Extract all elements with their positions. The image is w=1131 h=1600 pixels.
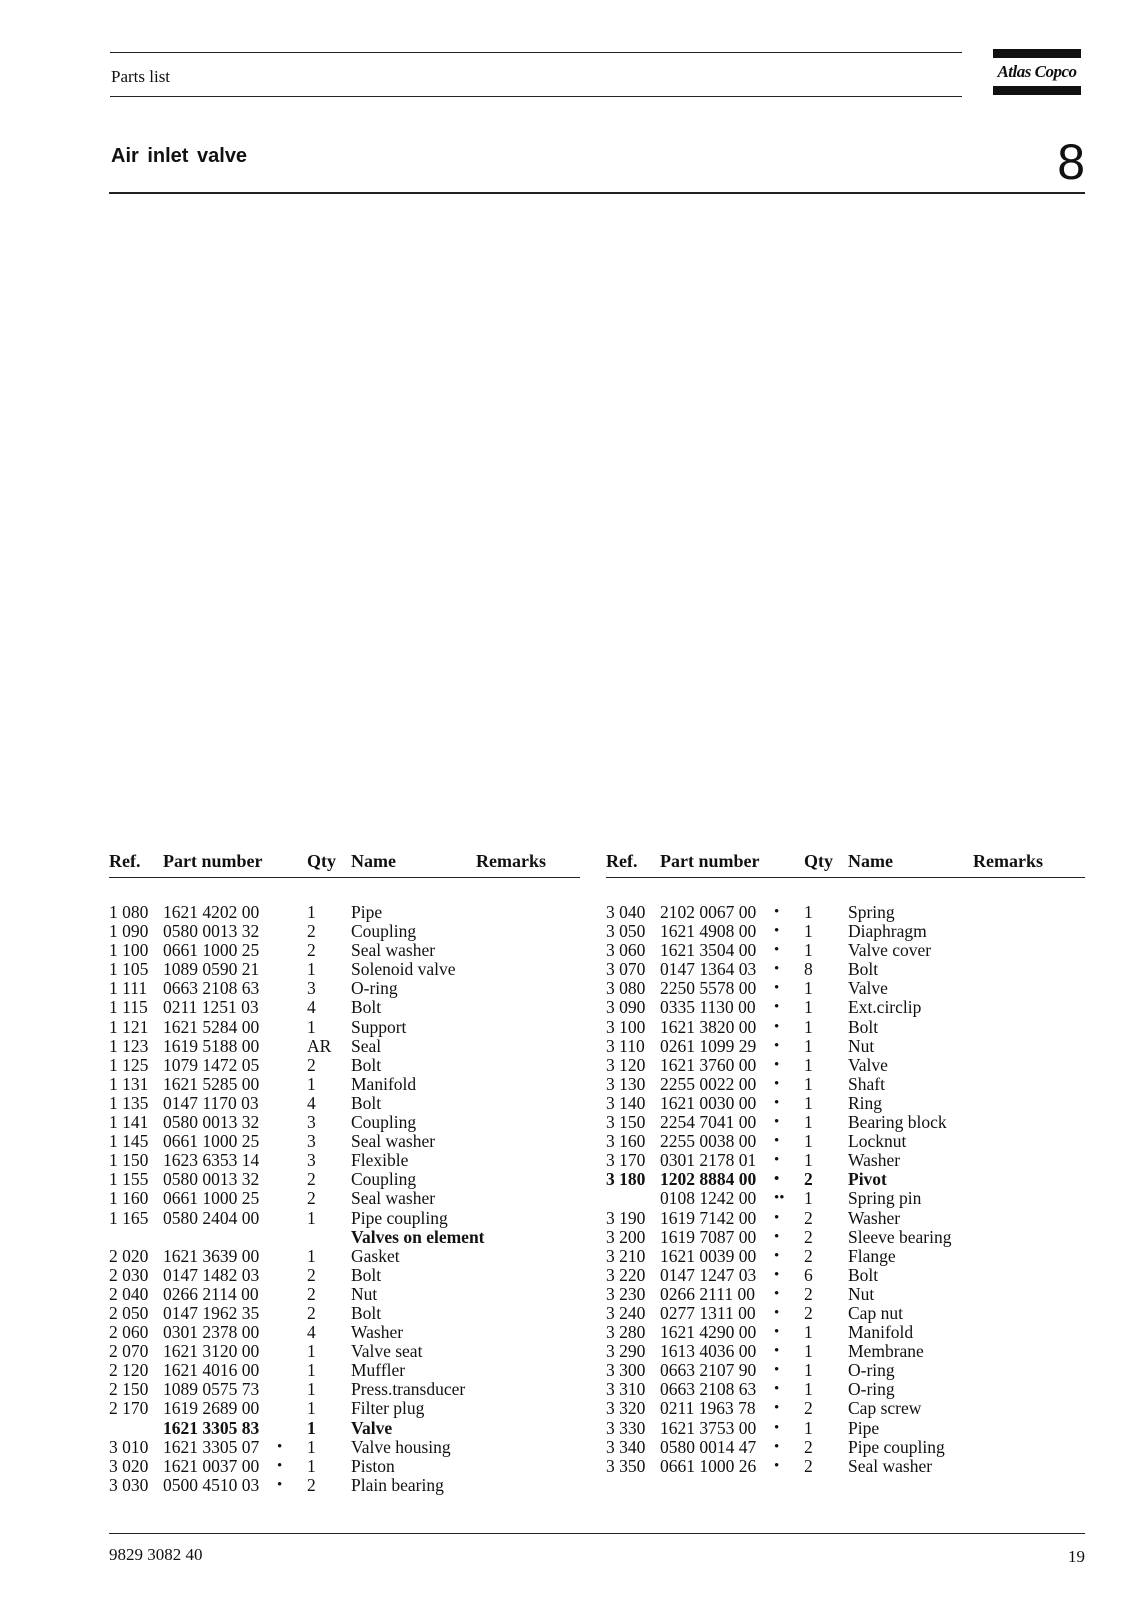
row-qty: 1 bbox=[307, 1341, 316, 1362]
row-part-number: 2254 7041 00 bbox=[660, 1112, 757, 1133]
row-ref: 1 100 bbox=[109, 940, 149, 961]
row-part-number: 0211 1963 78 bbox=[660, 1398, 756, 1419]
row-qty: 3 bbox=[307, 978, 316, 999]
row-qty: 2 bbox=[804, 1283, 813, 1304]
row-name: Pipe bbox=[351, 902, 383, 922]
row-ref: 2 120 bbox=[109, 1360, 149, 1381]
row-qty: 2 bbox=[307, 1264, 316, 1285]
row-ref: 3 180 bbox=[606, 1169, 646, 1190]
row-indent-marker: •• bbox=[774, 1190, 785, 1207]
row-indent-marker: • bbox=[774, 1247, 780, 1264]
row-name: Bolt bbox=[848, 1016, 879, 1037]
header-part-number: Part number bbox=[163, 851, 263, 871]
footer-rule bbox=[109, 1533, 1085, 1534]
header-part-number: Part number bbox=[660, 851, 760, 871]
row-ref: 3 140 bbox=[606, 1092, 646, 1113]
row-name: Gasket bbox=[351, 1245, 400, 1266]
row-qty: 1 bbox=[307, 1436, 316, 1457]
row-name: Washer bbox=[848, 1207, 901, 1228]
row-ref: 1 125 bbox=[109, 1054, 149, 1075]
row-part-number: 0580 0013 32 bbox=[163, 1112, 260, 1133]
row-qty: 1 bbox=[804, 1379, 813, 1400]
row-qty: 2 bbox=[804, 1226, 813, 1247]
row-part-number: 0580 2404 00 bbox=[163, 1207, 260, 1228]
row-indent-marker: • bbox=[774, 1343, 780, 1360]
page-title: Air inlet valve bbox=[111, 145, 248, 167]
row-qty: 1 bbox=[804, 1112, 813, 1133]
header-qty: Qty bbox=[804, 851, 833, 871]
row-name: Manifold bbox=[848, 1322, 914, 1343]
row-qty: 2 bbox=[307, 1283, 316, 1304]
row-name: Piston bbox=[351, 1455, 395, 1476]
header-ref: Ref. bbox=[109, 851, 141, 871]
row-part-number: 0147 1482 03 bbox=[163, 1264, 260, 1285]
table-header-rule bbox=[109, 877, 580, 878]
row-qty: 2 bbox=[307, 940, 316, 961]
row-ref: 3 020 bbox=[109, 1455, 149, 1476]
row-name: Valve bbox=[351, 1417, 393, 1438]
row-indent-marker: • bbox=[774, 904, 780, 920]
row-ref: 2 060 bbox=[109, 1322, 149, 1343]
row-qty: 2 bbox=[804, 1436, 813, 1457]
logo-bar-top bbox=[993, 49, 1081, 58]
row-name: Coupling bbox=[351, 1112, 417, 1133]
row-ref: 3 200 bbox=[606, 1226, 646, 1247]
row-indent-marker: • bbox=[774, 1419, 780, 1436]
header-remarks: Remarks bbox=[973, 851, 1043, 871]
row-name: Valves on element bbox=[351, 1226, 485, 1247]
row-ref: 3 230 bbox=[606, 1283, 646, 1304]
row-ref: 3 150 bbox=[606, 1112, 646, 1133]
row-indent-marker: • bbox=[774, 1133, 780, 1150]
row-qty: 3 bbox=[307, 1150, 316, 1171]
row-ref: 1 141 bbox=[109, 1112, 149, 1133]
row-qty: 1 bbox=[804, 1016, 813, 1037]
row-qty: 1 bbox=[804, 1322, 813, 1343]
row-ref: 3 060 bbox=[606, 940, 646, 961]
row-part-number: 2255 0038 00 bbox=[660, 1131, 757, 1152]
row-name: Pipe coupling bbox=[848, 1436, 945, 1457]
row-part-number: 0580 0014 47 bbox=[660, 1436, 757, 1457]
row-ref: 1 111 bbox=[109, 978, 148, 999]
row-part-number: 1621 5284 00 bbox=[163, 1016, 260, 1037]
row-part-number: 1619 7142 00 bbox=[660, 1207, 757, 1228]
row-part-number: 1621 3760 00 bbox=[660, 1054, 757, 1075]
row-part-number: 1621 3120 00 bbox=[163, 1341, 260, 1362]
row-ref: 3 130 bbox=[606, 1073, 646, 1094]
row-part-number: 0147 1962 35 bbox=[163, 1302, 260, 1323]
row-part-number: 0147 1364 03 bbox=[660, 959, 757, 980]
row-name: Diaphragm bbox=[848, 921, 927, 942]
row-indent-marker: • bbox=[774, 1018, 780, 1035]
row-indent-marker: • bbox=[774, 961, 780, 978]
row-qty: 4 bbox=[307, 997, 316, 1018]
row-qty: 2 bbox=[307, 1302, 316, 1323]
page-number: 19 bbox=[1068, 1547, 1085, 1566]
row-name: Valve seat bbox=[351, 1341, 423, 1362]
row-qty: 1 bbox=[804, 1073, 813, 1094]
row-qty: 1 bbox=[804, 1360, 813, 1381]
row-name: Washer bbox=[351, 1322, 404, 1343]
row-ref: 3 350 bbox=[606, 1455, 646, 1476]
row-name: Nut bbox=[848, 1283, 875, 1304]
logo-wordmark: Atlas Copco bbox=[997, 62, 1077, 81]
row-name: Spring bbox=[848, 902, 895, 922]
row-qty: 1 bbox=[804, 1341, 813, 1362]
header-qty: Qty bbox=[307, 851, 336, 871]
row-indent-marker: • bbox=[774, 1285, 780, 1302]
row-name: Seal washer bbox=[351, 940, 436, 961]
row-ref: 2 050 bbox=[109, 1302, 149, 1323]
header-top-rule bbox=[110, 52, 962, 53]
row-ref: 2 030 bbox=[109, 1264, 149, 1285]
row-name: Coupling bbox=[351, 1169, 417, 1190]
row-name: O-ring bbox=[351, 978, 398, 999]
row-part-number: 0500 4510 03 bbox=[163, 1474, 260, 1495]
row-part-number: 0661 1000 25 bbox=[163, 1131, 260, 1152]
row-qty: 2 bbox=[804, 1398, 813, 1419]
row-part-number: 1079 1472 05 bbox=[163, 1054, 260, 1075]
row-name: Bolt bbox=[351, 997, 382, 1018]
row-indent-marker: • bbox=[774, 1075, 780, 1092]
row-part-number: 0663 2107 90 bbox=[660, 1360, 757, 1381]
row-indent-marker: • bbox=[774, 1037, 780, 1054]
row-name: Bolt bbox=[351, 1264, 382, 1285]
row-name: Seal washer bbox=[848, 1455, 933, 1476]
row-part-number: 0661 1000 25 bbox=[163, 1188, 260, 1209]
header-name: Name bbox=[351, 851, 396, 871]
row-name: Shaft bbox=[848, 1073, 885, 1094]
row-ref: 3 330 bbox=[606, 1417, 646, 1438]
row-indent-marker: • bbox=[774, 1209, 780, 1226]
row-qty: 2 bbox=[804, 1245, 813, 1266]
row-ref: 3 110 bbox=[606, 1035, 645, 1056]
row-name: Cap nut bbox=[848, 1302, 903, 1323]
row-name: Valve bbox=[848, 1054, 888, 1075]
row-name: Membrane bbox=[848, 1341, 924, 1362]
row-ref: 3 310 bbox=[606, 1379, 646, 1400]
row-name: Bearing block bbox=[848, 1112, 947, 1133]
row-qty: AR bbox=[307, 1035, 332, 1056]
header-name: Name bbox=[848, 851, 893, 871]
row-part-number: 1621 3639 00 bbox=[163, 1245, 260, 1266]
row-part-number: 0580 0013 32 bbox=[163, 921, 260, 942]
row-qty: 2 bbox=[307, 1169, 316, 1190]
row-part-number: 1623 6353 14 bbox=[163, 1150, 260, 1171]
row-part-number: 0266 2111 00 bbox=[660, 1283, 755, 1304]
row-part-number: 0663 2108 63 bbox=[163, 978, 260, 999]
row-indent-marker: • bbox=[774, 1152, 780, 1169]
row-part-number: 0301 2378 00 bbox=[163, 1322, 260, 1343]
row-indent-marker: • bbox=[774, 1056, 780, 1073]
row-qty: 1 bbox=[307, 1417, 316, 1438]
row-indent-marker: • bbox=[774, 1114, 780, 1131]
row-name: Valve housing bbox=[351, 1436, 451, 1457]
row-ref: 3 240 bbox=[606, 1302, 646, 1323]
row-ref: 1 121 bbox=[109, 1016, 149, 1037]
atlas-copco-logo bbox=[993, 49, 1081, 95]
row-part-number: 2250 5578 00 bbox=[660, 978, 757, 999]
row-part-number: 1621 5285 00 bbox=[163, 1073, 260, 1094]
row-part-number: 0261 1099 29 bbox=[660, 1035, 757, 1056]
row-name: Coupling bbox=[351, 921, 417, 942]
row-name: Locknut bbox=[848, 1131, 907, 1152]
row-qty: 2 bbox=[804, 1302, 813, 1323]
row-qty: 1 bbox=[307, 1245, 316, 1266]
row-ref: 3 320 bbox=[606, 1398, 646, 1419]
row-ref: 3 170 bbox=[606, 1150, 646, 1171]
row-indent-marker: • bbox=[774, 1381, 780, 1398]
row-name: Cap screw bbox=[848, 1398, 922, 1419]
row-qty: 1 bbox=[804, 940, 813, 961]
row-ref: 3 280 bbox=[606, 1322, 646, 1343]
row-name: Bolt bbox=[848, 1264, 879, 1285]
row-qty: 1 bbox=[804, 1035, 813, 1056]
row-indent-marker: • bbox=[774, 1457, 780, 1474]
row-qty: 1 bbox=[804, 1092, 813, 1113]
row-ref: 3 120 bbox=[606, 1054, 646, 1075]
row-qty: 2 bbox=[307, 1054, 316, 1075]
row-ref: 1 165 bbox=[109, 1207, 149, 1228]
row-qty: 3 bbox=[307, 1131, 316, 1152]
row-name: Spring pin bbox=[848, 1188, 922, 1209]
row-qty: 1 bbox=[307, 902, 316, 922]
row-name: Valve bbox=[848, 978, 888, 999]
row-qty: 1 bbox=[804, 921, 813, 942]
row-indent-marker: • bbox=[277, 1438, 283, 1455]
row-part-number: 1621 0030 00 bbox=[660, 1092, 757, 1113]
row-name: Flexible bbox=[351, 1150, 409, 1171]
header-bottom-rule bbox=[110, 96, 962, 97]
row-ref: 1 115 bbox=[109, 997, 148, 1018]
row-qty: 1 bbox=[804, 1131, 813, 1152]
row-part-number: 0335 1130 00 bbox=[660, 997, 756, 1018]
row-name: O-ring bbox=[848, 1360, 895, 1381]
row-qty: 1 bbox=[307, 1398, 316, 1419]
row-name: Nut bbox=[351, 1283, 378, 1304]
row-indent-marker: • bbox=[774, 1304, 780, 1321]
row-part-number: 0211 1251 03 bbox=[163, 997, 259, 1018]
row-ref: 3 010 bbox=[109, 1436, 149, 1457]
row-indent-marker: • bbox=[774, 923, 780, 940]
row-qty: 1 bbox=[307, 1016, 316, 1037]
row-indent-marker: • bbox=[774, 999, 780, 1016]
row-name: Pipe coupling bbox=[351, 1207, 448, 1228]
row-ref: 3 220 bbox=[606, 1264, 646, 1285]
row-ref: 3 080 bbox=[606, 978, 646, 999]
row-qty: 1 bbox=[307, 959, 316, 980]
header-remarks: Remarks bbox=[476, 851, 546, 871]
row-part-number: 0108 1242 00 bbox=[660, 1188, 757, 1209]
row-indent-marker: • bbox=[774, 1094, 780, 1111]
row-ref: 1 080 bbox=[109, 902, 149, 922]
row-qty: 2 bbox=[804, 1207, 813, 1228]
row-indent-marker: • bbox=[774, 1266, 780, 1283]
row-qty: 2 bbox=[307, 1474, 316, 1495]
row-qty: 1 bbox=[804, 1054, 813, 1075]
row-part-number: 0661 1000 26 bbox=[660, 1455, 757, 1476]
row-name: Ext.circlip bbox=[848, 997, 922, 1018]
row-name: Bolt bbox=[351, 1302, 382, 1323]
row-indent-marker: • bbox=[774, 1324, 780, 1341]
row-name: Sleeve bearing bbox=[848, 1226, 952, 1247]
title-rule bbox=[109, 192, 1085, 194]
row-name: Pipe bbox=[848, 1417, 880, 1438]
row-qty: 1 bbox=[307, 1360, 316, 1381]
row-qty: 1 bbox=[307, 1073, 316, 1094]
row-ref: 2 070 bbox=[109, 1341, 149, 1362]
header-ref: Ref. bbox=[606, 851, 638, 871]
row-qty: 2 bbox=[307, 1188, 316, 1209]
row-ref: 1 145 bbox=[109, 1131, 149, 1152]
row-part-number: 1621 4202 00 bbox=[163, 902, 260, 922]
row-qty: 1 bbox=[804, 1188, 813, 1209]
row-part-number: 1621 0037 00 bbox=[163, 1455, 260, 1476]
row-part-number: 1619 7087 00 bbox=[660, 1226, 757, 1247]
row-name: Pivot bbox=[848, 1169, 887, 1190]
row-qty: 2 bbox=[804, 1455, 813, 1476]
row-qty: 1 bbox=[307, 1207, 316, 1228]
row-ref: 3 040 bbox=[606, 902, 646, 922]
row-part-number: 2102 0067 00 bbox=[660, 902, 757, 922]
row-qty: 1 bbox=[804, 1417, 813, 1438]
row-ref: 2 150 bbox=[109, 1379, 149, 1400]
row-indent-marker: • bbox=[774, 980, 780, 997]
row-qty: 1 bbox=[804, 978, 813, 999]
row-name: Solenoid valve bbox=[351, 959, 456, 980]
row-part-number: 0580 0013 32 bbox=[163, 1169, 260, 1190]
row-name: Seal bbox=[351, 1035, 382, 1056]
row-qty: 4 bbox=[307, 1092, 316, 1113]
row-part-number: 2255 0022 00 bbox=[660, 1073, 757, 1094]
row-part-number: 1621 4016 00 bbox=[163, 1360, 260, 1381]
row-ref: 3 030 bbox=[109, 1474, 149, 1495]
row-ref: 1 105 bbox=[109, 959, 149, 980]
row-ref: 3 050 bbox=[606, 921, 646, 942]
row-indent-marker: • bbox=[277, 1476, 283, 1493]
row-ref: 1 090 bbox=[109, 921, 149, 942]
row-part-number: 1621 3504 00 bbox=[660, 940, 757, 961]
row-part-number: 1619 2689 00 bbox=[163, 1398, 260, 1419]
row-indent-marker: • bbox=[774, 1171, 780, 1188]
row-part-number: 0147 1170 03 bbox=[163, 1092, 259, 1113]
row-ref: 3 090 bbox=[606, 997, 646, 1018]
row-part-number: 1202 8884 00 bbox=[660, 1169, 757, 1190]
row-name: Seal washer bbox=[351, 1188, 436, 1209]
row-indent-marker: • bbox=[774, 942, 780, 959]
row-ref: 1 135 bbox=[109, 1092, 149, 1113]
row-ref: 3 300 bbox=[606, 1360, 646, 1381]
row-ref: 3 210 bbox=[606, 1245, 646, 1266]
row-name: Washer bbox=[848, 1150, 901, 1171]
row-part-number: 0663 2108 63 bbox=[660, 1379, 757, 1400]
row-part-number: 1613 4036 00 bbox=[660, 1341, 757, 1362]
row-qty: 6 bbox=[804, 1264, 813, 1285]
row-ref: 3 340 bbox=[606, 1436, 646, 1457]
row-part-number: 0661 1000 25 bbox=[163, 940, 260, 961]
row-ref: 3 160 bbox=[606, 1131, 646, 1152]
row-qty: 8 bbox=[804, 959, 813, 980]
row-ref: 1 131 bbox=[109, 1073, 149, 1094]
row-name: Muffler bbox=[351, 1360, 406, 1381]
row-name: Manifold bbox=[351, 1073, 417, 1094]
row-qty: 1 bbox=[804, 1150, 813, 1171]
row-name: Support bbox=[351, 1016, 407, 1037]
row-qty: 2 bbox=[804, 1169, 813, 1190]
row-indent-marker: • bbox=[774, 1438, 780, 1455]
row-qty: 4 bbox=[307, 1322, 316, 1343]
row-qty: 2 bbox=[307, 921, 316, 942]
row-part-number: 1621 3820 00 bbox=[660, 1016, 757, 1037]
row-indent-marker: • bbox=[774, 1362, 780, 1379]
row-part-number: 1621 3753 00 bbox=[660, 1417, 757, 1438]
row-indent-marker: • bbox=[774, 1228, 780, 1245]
row-ref: 3 290 bbox=[606, 1341, 646, 1362]
row-name: Press.transducer bbox=[351, 1379, 466, 1400]
row-qty: 1 bbox=[307, 1379, 316, 1400]
row-ref: 2 170 bbox=[109, 1398, 149, 1419]
section-number: 8 bbox=[1057, 134, 1085, 190]
row-indent-marker: • bbox=[277, 1457, 283, 1474]
row-name: Bolt bbox=[351, 1092, 382, 1113]
row-name: Plain bearing bbox=[351, 1474, 444, 1495]
row-part-number: 0301 2178 01 bbox=[660, 1150, 757, 1171]
row-qty: 1 bbox=[804, 902, 813, 922]
header-label: Parts list bbox=[111, 67, 171, 86]
row-part-number: 0266 2114 00 bbox=[163, 1283, 259, 1304]
row-indent-marker: • bbox=[774, 1400, 780, 1417]
row-ref: 1 155 bbox=[109, 1169, 149, 1190]
row-ref: 3 190 bbox=[606, 1207, 646, 1228]
row-ref: 1 123 bbox=[109, 1035, 149, 1056]
row-part-number: 0277 1311 00 bbox=[660, 1302, 756, 1323]
row-ref: 2 040 bbox=[109, 1283, 149, 1304]
row-part-number: 1621 4908 00 bbox=[660, 921, 757, 942]
logo-bar-bottom bbox=[993, 86, 1081, 95]
row-name: Bolt bbox=[848, 959, 879, 980]
row-part-number: 1619 5188 00 bbox=[163, 1035, 260, 1056]
row-name: Nut bbox=[848, 1035, 875, 1056]
row-part-number: 1089 0590 21 bbox=[163, 959, 260, 980]
row-qty: 1 bbox=[307, 1455, 316, 1476]
row-qty: 3 bbox=[307, 1112, 316, 1133]
row-part-number: 1621 4290 00 bbox=[660, 1322, 757, 1343]
row-part-number: 1621 0039 00 bbox=[660, 1245, 757, 1266]
row-ref: 3 070 bbox=[606, 959, 646, 980]
row-ref: 1 160 bbox=[109, 1188, 149, 1209]
row-ref: 2 020 bbox=[109, 1245, 149, 1266]
row-name: Ring bbox=[848, 1092, 883, 1113]
row-part-number: 1621 3305 07 bbox=[163, 1436, 260, 1457]
row-name: O-ring bbox=[848, 1379, 895, 1400]
document-number: 9829 3082 40 bbox=[109, 1545, 203, 1564]
row-name: Valve cover bbox=[848, 940, 932, 961]
row-name: Flange bbox=[848, 1245, 896, 1266]
row-name: Seal washer bbox=[351, 1131, 436, 1152]
row-name: Bolt bbox=[351, 1054, 382, 1075]
row-part-number: 1089 0575 73 bbox=[163, 1379, 260, 1400]
row-part-number: 1621 3305 83 bbox=[163, 1417, 260, 1438]
row-name: Filter plug bbox=[351, 1398, 425, 1419]
row-qty: 1 bbox=[804, 997, 813, 1018]
table-header-rule bbox=[606, 877, 1085, 878]
row-ref: 3 100 bbox=[606, 1016, 646, 1037]
row-part-number: 0147 1247 03 bbox=[660, 1264, 757, 1285]
row-ref: 1 150 bbox=[109, 1150, 149, 1171]
